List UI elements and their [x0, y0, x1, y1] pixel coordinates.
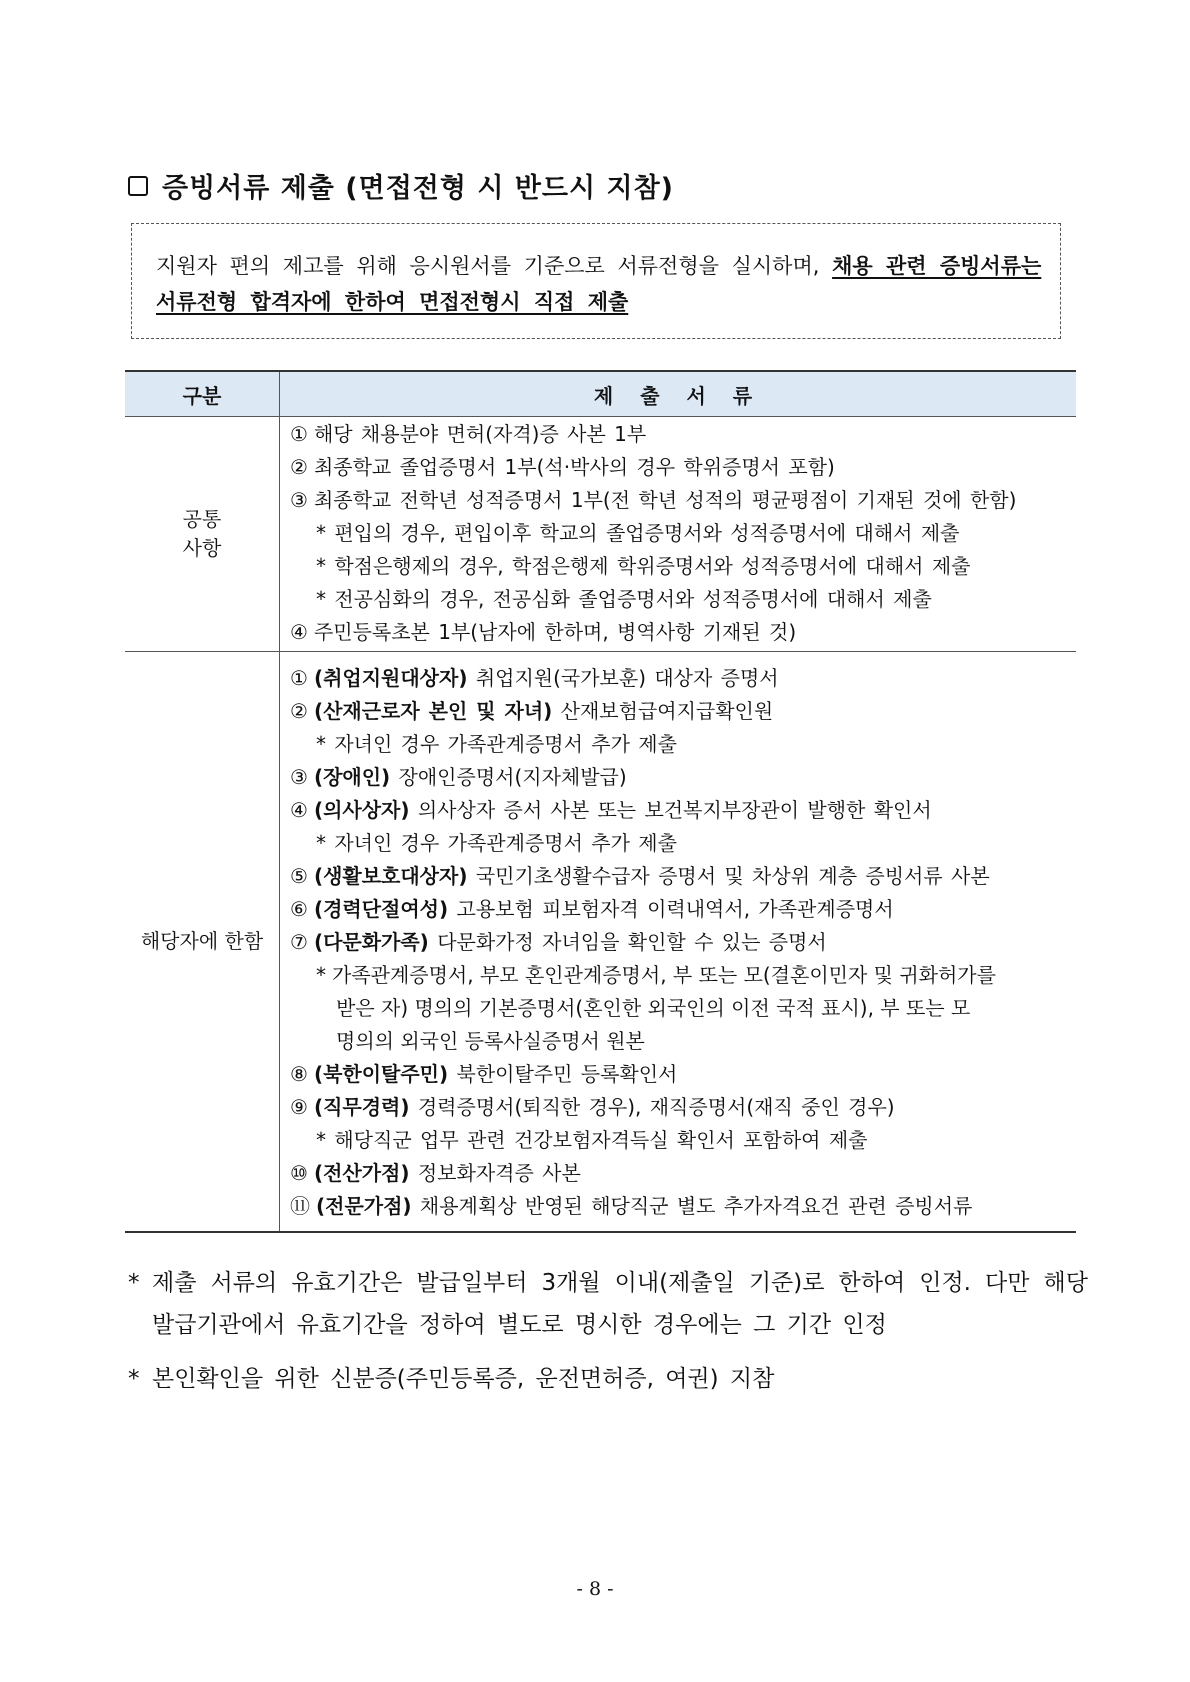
list-item: ① (취업지원대상자) 취업지원(국가보훈) 대상자 증명서	[290, 666, 779, 690]
list-item: ④ 주민등록초본 1부(남자에 한하며, 병역사항 기재된 것)	[290, 620, 797, 644]
list-item: ④ (의사상자) 의사상자 증서 사본 또는 보건복지부장관이 발행한 확인서	[290, 798, 932, 822]
list-item: ⑨ (직무경력) 경력증명서(퇴직한 경우), 재직증명서(재직 중인 경우)	[290, 1095, 895, 1119]
list-item: ⑥ (경력단절여성) 고용보험 피보험자격 이력내역서, 가족관계증명서	[290, 897, 894, 921]
list-long-note: * 가족관계증명서, 부모 혼인관계증명서, 부 또는 모(결혼이민자 및 귀화허가를 받은 자) 명의의 기본증명서(혼인한 외국인의 이전 국적 표시), 부 또는 모 명의의 외국인 등록사실증명서 원본	[316, 963, 996, 1053]
list-item: ⑩ (전산가점) 정보화자격증 사본	[290, 1161, 581, 1185]
common-documents-cell	[280, 417, 1077, 652]
list-item: ⑪ (전문가점) 채용계획상 반영된 해당직군 별도 추가자격요건 관련 증빙서류	[290, 1194, 973, 1218]
list-item: ⑧ (북한이탈주민) 북한이탈주민 등록확인서	[290, 1062, 678, 1086]
notice-plain-text: 지원자 편의 제고를 위해 응시원서를 기준으로 서류전형을 실시하며,	[156, 254, 833, 278]
list-item: ② (산재근로자 본인 및 자녀) 산재보험급여지급확인원	[290, 699, 774, 723]
list-item: ⑦ (다문화가족) 다문화가정 자녀임을 확인할 수 있는 증명서	[290, 930, 827, 954]
documents-table	[125, 370, 1076, 1233]
notice-box	[131, 223, 1061, 339]
footnotes	[128, 1262, 1088, 1412]
table-header-row	[125, 371, 1076, 417]
list-item: ② 최종학교 졸업증명서 1부(석·박사의 경우 학위증명서 포함)	[290, 455, 835, 479]
header-category: 구분	[125, 371, 280, 417]
page-number: - 8 -	[576, 1578, 614, 1600]
footnote: * 제출 서류의 유효기간은 발급일부터 3개월 이내(제출일 기준)로 한하여 인정. 다만 해당 발급기관에서 유효기간을 정하여 별도로 명시한 경우에는 그 기간 인정	[128, 1270, 1088, 1338]
notice-underlined-line2: 서류전형 합격자에 한하여 면접전형시 직접 제출	[156, 290, 629, 314]
section-heading	[128, 166, 674, 205]
list-note: * 해당직군 업무 관련 건강보험자격득실 확인서 포함하여 제출	[316, 1128, 868, 1152]
table-row-applicable	[125, 652, 1076, 1233]
category-applicable: 해당자에 한함	[125, 652, 280, 1233]
list-item: ③ 최종학교 전학년 성적증명서 1부(전 학년 성적의 평균평점이 기재된 것에 한함)	[290, 488, 1017, 512]
section-heading-text: 증빙서류 제출 (면접전형 시 반드시 지참)	[162, 173, 674, 204]
footnote: * 본인확인을 위한 신분증(주민등록증, 운전면허증, 여권) 지참	[128, 1366, 775, 1392]
list-note: * 자녀인 경우 가족관계증명서 추가 제출	[316, 732, 677, 756]
list-note: * 편입의 경우, 편입이후 학교의 졸업증명서와 성적증명서에 대해서 제출	[316, 521, 960, 545]
notice-underlined-line1: 채용 관련 증빙서류는	[832, 254, 1042, 278]
list-note: * 학점은행제의 경우, 학점은행제 학위증명서와 성적증명서에 대해서 제출	[316, 554, 971, 578]
list-note: * 자녀인 경우 가족관계증명서 추가 제출	[316, 831, 677, 855]
list-item: ③ (장애인) 장애인증명서(지자체발급)	[290, 765, 627, 789]
list-note: * 전공심화의 경우, 전공심화 졸업증명서와 성적증명서에 대해서 제출	[316, 587, 932, 611]
header-documents: 제 출 서 류	[280, 371, 1077, 417]
list-item: ⑤ (생활보호대상자) 국민기초생활수급자 증명서 및 차상위 계층 증빙서류 사본	[290, 864, 990, 888]
applicable-documents-cell	[280, 652, 1077, 1233]
list-item: ① 해당 채용분야 면허(자격)증 사본 1부	[290, 422, 647, 446]
category-common: 공통 사항	[125, 417, 280, 652]
table-row-common	[125, 417, 1076, 652]
checkbox-square-icon	[128, 176, 148, 196]
